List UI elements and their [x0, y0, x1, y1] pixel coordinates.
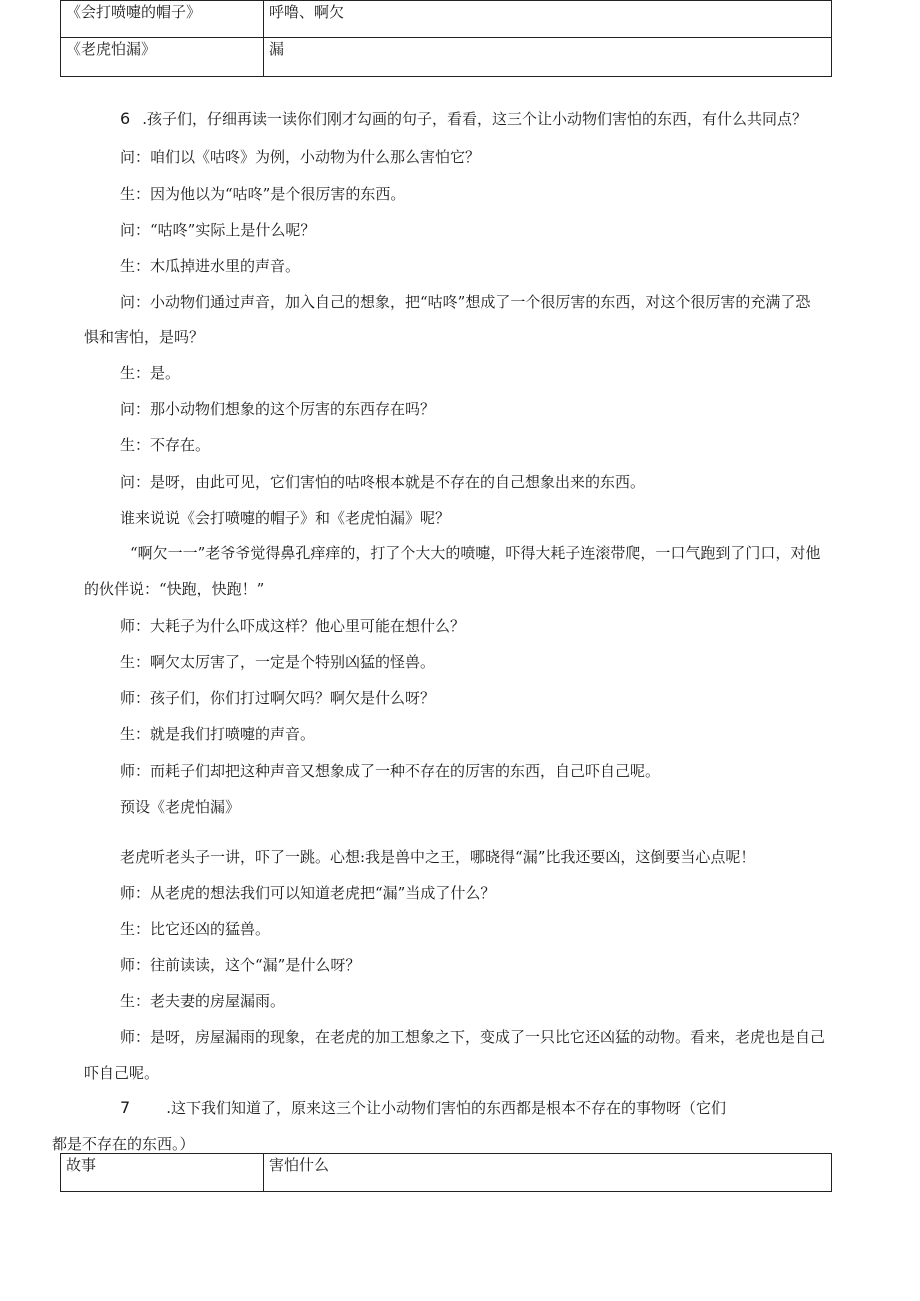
paragraph: 的伙伴说：“快跑，快跑！” [84, 580, 265, 598]
table-cell: 漏 [264, 38, 832, 77]
table-cell: 《老虎怕漏》 [61, 38, 264, 77]
paragraph: 问：是呀，由此可见，它们害怕的咕咚根本就是不存在的自己想象出来的东西。 [120, 473, 646, 491]
item-number: 6 [120, 109, 131, 128]
paragraph: 生：啊欠太厉害了，一定是个特别凶猛的怪兽。 [120, 653, 436, 671]
paragraph: 生：因为他以为“咕咚”是个很厉害的东西。 [120, 185, 406, 203]
table-header-cell: 害怕什么 [264, 1154, 832, 1192]
item-number: 7 [120, 1098, 131, 1117]
table-cell: 呼噜、啊欠 [264, 1, 832, 38]
paragraph: 惧和害怕，是吗？ [84, 328, 205, 346]
paragraph: 师：是呀，房屋漏雨的现象，在老虎的加工想象之下，变成了一只比它还凶猛的动物。看来，老虎也是自己 [120, 1028, 826, 1046]
paragraph: 生：就是我们打喷嚏的声音。 [120, 725, 316, 743]
story-fear-table-bottom [60, 1153, 832, 1192]
paragraph: 吓自己呢。 [84, 1064, 160, 1082]
table-row [61, 1, 832, 38]
paragraph: 师：往前读读，这个“漏”是什么呀？ [120, 956, 361, 974]
paragraph: 老虎听老头子一讲，吓了一跳。心想:我是兽中之王，哪晓得“漏”比我还要凶，这倒要当心点呢！ [120, 848, 756, 866]
paragraph: 问：咱们以《咕咚》为例，小动物为什么那么害怕它？ [120, 148, 481, 166]
table-cell: 《会打喷嚏的帽子》 [61, 1, 264, 38]
table-row [61, 38, 832, 77]
paragraph: 生：木瓜掉进水里的声音。 [120, 257, 301, 275]
paragraph: 生：不存在。 [120, 436, 211, 454]
paragraph: 师：从老虎的想法我们可以知道老虎把“漏”当成了什么？ [120, 884, 496, 902]
paragraph: 师：大耗子为什么吓成这样？他心里可能在想什么？ [120, 617, 466, 635]
paragraph: 师：而耗子们却把这种声音又想象成了一种不存在的厉害的东西，自己吓自己呢。 [120, 762, 661, 780]
paragraph: .这下我们知道了，原来这三个让小动物们害怕的东西都是根本不存在的事物呀（它们 [166, 1099, 726, 1117]
table-header-cell: 故事 [61, 1154, 264, 1192]
paragraph: 谁来说说《会打喷嚏的帽子》和《老虎怕漏》呢？ [120, 509, 451, 527]
story-fear-table-top [60, 0, 832, 77]
paragraph: 生：比它还凶的猛兽。 [120, 920, 271, 938]
paragraph: 预设《老虎怕漏》 [120, 798, 241, 816]
paragraph: 师：孩子们，你们打过啊欠吗？啊欠是什么呀？ [120, 689, 436, 707]
paragraph: 问：小动物们通过声音，加入自己的想象，把“咕咚”想成了一个很厉害的东西，对这个很厉害的充满了恐 [120, 293, 811, 311]
item-6 [120, 108, 807, 129]
paragraph: 生：老夫妻的房屋漏雨。 [120, 992, 286, 1010]
paragraph: .孩子们，仔细再读一读你们刚才勾画的句子，看看，这三个让小动物们害怕的东西，有什么共同点？ [142, 110, 807, 128]
item-7 [120, 1097, 726, 1118]
paragraph: 问：“咕咚”实际上是什么呢？ [120, 221, 316, 239]
paragraph: 问：那小动物们想象的这个厉害的东西存在吗？ [120, 400, 436, 418]
paragraph: 都是不存在的东西。） [52, 1135, 195, 1153]
table-header-row [61, 1154, 832, 1192]
paragraph: “啊欠一一”老爷爷觉得鼻孔痒痒的，打了个大大的喷嚏，吓得大耗子连滚带爬，一口气跑到了门口，对他 [130, 544, 821, 562]
paragraph: 生：是。 [120, 364, 181, 382]
